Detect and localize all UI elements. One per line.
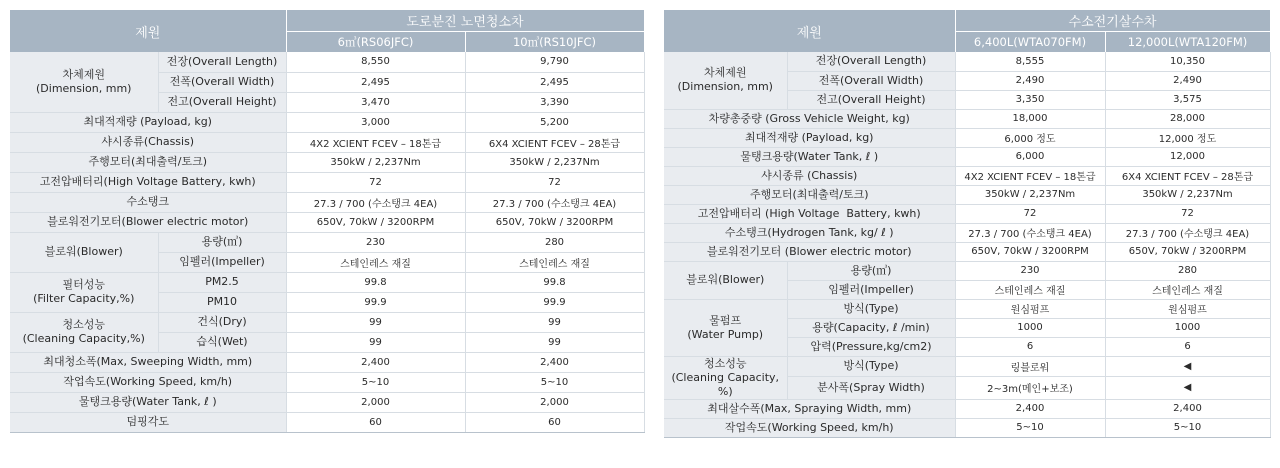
water-tank-label: 물탱크용량(Water Tank, ℓ ) — [10, 392, 286, 412]
pump-capacity-value: 1000 — [955, 318, 1105, 337]
speed-value: 5~10 — [286, 372, 465, 392]
gross-weight-label: 차량총중량 (Gross Vehicle Weight, kg) — [664, 109, 955, 128]
pump-type-value: 원심펌프 — [955, 299, 1105, 318]
cleaning-label: 청소성능 (Cleaning Capacity,%) — [10, 312, 158, 352]
blower-motor-value: 650V, 70kW / 3200RPM — [955, 242, 1105, 261]
road-sweeper-spec-table — [10, 10, 645, 433]
dimension-label: 차체제원 (Dimension, mm) — [10, 52, 158, 112]
blower-motor-label: 블로워전기모터 (Blower electric motor) — [664, 242, 955, 261]
pm25-label: PM2.5 — [158, 272, 286, 292]
speed-value: 5~10 — [955, 418, 1105, 437]
spec-header: 제원 — [664, 10, 955, 52]
pump-pressure-value: 6 — [955, 337, 1105, 356]
length-value: 8,550 — [286, 52, 465, 72]
dry-value: 99 — [286, 312, 465, 332]
model-header: 6,400L(WTA070FM) — [955, 31, 1105, 52]
pump-pressure-label: 압력(Pressure,kg/cm2) — [787, 337, 955, 356]
hydrogen-tank-label: 수소탱크(Hydrogen Tank, kg/ ℓ ) — [664, 223, 955, 242]
same-as-left-icon: ◀ — [1105, 376, 1270, 399]
length-value: 8,555 — [955, 52, 1105, 71]
motor-value: 350kW / 2,237Nm — [955, 185, 1105, 204]
pump-capacity-label: 용량(Capacity, ℓ /min) — [787, 318, 955, 337]
speed-label: 작업속도(Working Speed, km/h) — [664, 418, 955, 437]
capacity-value: 230 — [955, 261, 1105, 280]
dimension-label: 차체제원 (Dimension, mm) — [664, 52, 787, 109]
hydrogen-tank-label: 수소탱크 — [10, 192, 286, 212]
dumping-angle-value: 60 — [286, 412, 465, 432]
motor-value: 350kW / 2,237Nm — [286, 152, 465, 172]
width-value: 2,490 — [955, 71, 1105, 90]
wet-value: 99 — [465, 332, 644, 352]
pm10-label: PM10 — [158, 292, 286, 312]
speed-value: 5~10 — [465, 372, 644, 392]
pump-capacity-value: 1000 — [1105, 318, 1270, 337]
spray-max-width-value: 2,400 — [1105, 399, 1270, 418]
battery-value: 72 — [465, 172, 644, 192]
capacity-value: 230 — [286, 232, 465, 252]
hydrogen-tank-value: 27.3 / 700 (수소탱크 4EA) — [465, 192, 644, 212]
speed-value: 5~10 — [1105, 418, 1270, 437]
width-value: 2,495 — [286, 72, 465, 92]
chassis-value: 6X4 XCIENT FCEV – 28톤급 — [465, 132, 644, 152]
payload-label: 최대적재량 (Payload, kg) — [10, 112, 286, 132]
motor-label: 주행모터(최대출력/토크) — [664, 185, 955, 204]
gross-weight-value: 18,000 — [955, 109, 1105, 128]
capacity-label: 용량(㎥) — [787, 261, 955, 280]
water-pump-label: 물펌프 (Water Pump) — [664, 299, 787, 356]
pm10-value: 99.9 — [465, 292, 644, 312]
cleaning-type-label: 방식(Type) — [787, 356, 955, 376]
speed-label: 작업속도(Working Speed, km/h) — [10, 372, 286, 392]
water-sprinkler-spec-table — [664, 10, 1271, 438]
chassis-label: 샤시종류 (Chassis) — [664, 166, 955, 185]
blower-motor-value: 650V, 70kW / 3200RPM — [1105, 242, 1270, 261]
hydrogen-tank-value: 27.3 / 700 (수소탱크 4EA) — [1105, 223, 1270, 242]
spray-width-value: 2~3m(메인+보조) — [955, 376, 1105, 399]
capacity-value: 280 — [465, 232, 644, 252]
sweep-width-value: 2,400 — [286, 352, 465, 372]
dry-value: 99 — [465, 312, 644, 332]
impeller-label: 임펠러(Impeller) — [787, 280, 955, 299]
dumping-angle-label: 덤핑각도 — [10, 412, 286, 432]
height-label: 전고(Overall Height) — [787, 90, 955, 109]
impeller-value: 스테인레스 재질 — [286, 252, 465, 272]
wet-label: 습식(Wet) — [158, 332, 286, 352]
water-tank-label: 물탱크용량(Water Tank, ℓ ) — [664, 147, 955, 166]
chassis-value: 4X2 XCIENT FCEV – 18톤급 — [286, 132, 465, 152]
cleaning-label: 청소성능 (Cleaning Capacity, %) — [664, 356, 787, 399]
chassis-label: 샤시종류(Chassis) — [10, 132, 286, 152]
height-value: 3,470 — [286, 92, 465, 112]
water-tank-value: 2,000 — [286, 392, 465, 412]
length-label: 전장(Overall Length) — [158, 52, 286, 72]
battery-value: 72 — [1105, 204, 1270, 223]
gross-weight-value: 28,000 — [1105, 109, 1270, 128]
model-header: 10㎥(RS10JFC) — [465, 31, 644, 52]
water-tank-value: 2,000 — [465, 392, 644, 412]
chassis-value: 4X2 XCIENT FCEV – 18톤급 — [955, 166, 1105, 185]
spray-max-width-label: 최대살수폭(Max, Spraying Width, mm) — [664, 399, 955, 418]
battery-value: 72 — [286, 172, 465, 192]
pump-pressure-value: 6 — [1105, 337, 1270, 356]
same-as-left-icon: ◀ — [1105, 356, 1270, 376]
length-label: 전장(Overall Length) — [787, 52, 955, 71]
payload-value: 12,000 정도 — [1105, 128, 1270, 147]
sweep-width-label: 최대청소폭(Max, Sweeping Width, mm) — [10, 352, 286, 372]
blower-motor-value: 650V, 70kW / 3200RPM — [286, 212, 465, 232]
spec-header: 제원 — [10, 10, 286, 52]
filter-label: 필터성능 (Filter Capacity,%) — [10, 272, 158, 312]
impeller-value: 스테인레스 재질 — [465, 252, 644, 272]
cleaning-type-value: 링블로워 — [955, 356, 1105, 376]
impeller-value: 스테인레스 재질 — [955, 280, 1105, 299]
spray-width-label: 분사폭(Spray Width) — [787, 376, 955, 399]
blower-motor-value: 650V, 70kW / 3200RPM — [465, 212, 644, 232]
water-tank-value: 12,000 — [1105, 147, 1270, 166]
width-label: 전폭(Overall Width) — [158, 72, 286, 92]
vehicle-group-title: 수소전기살수차 — [955, 10, 1270, 31]
impeller-value: 스테인레스 재질 — [1105, 280, 1270, 299]
payload-value: 5,200 — [465, 112, 644, 132]
battery-label: 고전압배터리(High Voltage Battery, kwh) — [10, 172, 286, 192]
impeller-label: 임펠러(Impeller) — [158, 252, 286, 272]
hydrogen-tank-value: 27.3 / 700 (수소탱크 4EA) — [955, 223, 1105, 242]
sweep-width-value: 2,400 — [465, 352, 644, 372]
motor-label: 주행모터(최대출력/토크) — [10, 152, 286, 172]
pm10-value: 99.9 — [286, 292, 465, 312]
pump-type-label: 방식(Type) — [787, 299, 955, 318]
battery-value: 72 — [955, 204, 1105, 223]
blower-label: 블로워(Blower) — [10, 232, 158, 272]
model-header: 6㎥(RS06JFC) — [286, 31, 465, 52]
dry-label: 건식(Dry) — [158, 312, 286, 332]
capacity-value: 280 — [1105, 261, 1270, 280]
length-value: 10,350 — [1105, 52, 1270, 71]
blower-motor-label: 블로워전기모터(Blower electric motor) — [10, 212, 286, 232]
payload-value: 3,000 — [286, 112, 465, 132]
height-value: 3,350 — [955, 90, 1105, 109]
width-label: 전폭(Overall Width) — [787, 71, 955, 90]
vehicle-group-title: 도로분진 노면청소차 — [286, 10, 644, 31]
height-value: 3,575 — [1105, 90, 1270, 109]
blower-label: 블로워(Blower) — [664, 261, 787, 299]
payload-value: 6,000 정도 — [955, 128, 1105, 147]
dumping-angle-value: 60 — [465, 412, 644, 432]
hydrogen-tank-value: 27.3 / 700 (수소탱크 4EA) — [286, 192, 465, 212]
height-label: 전고(Overall Height) — [158, 92, 286, 112]
pm25-value: 99.8 — [465, 272, 644, 292]
pm25-value: 99.8 — [286, 272, 465, 292]
battery-label: 고전압배터리 (High Voltage Battery, kwh) — [664, 204, 955, 223]
height-value: 3,390 — [465, 92, 644, 112]
wet-value: 99 — [286, 332, 465, 352]
payload-label: 최대적재량 (Payload, kg) — [664, 128, 955, 147]
pump-type-value: 원심펌프 — [1105, 299, 1270, 318]
motor-value: 350kW / 2,237Nm — [1105, 185, 1270, 204]
spray-max-width-value: 2,400 — [955, 399, 1105, 418]
water-tank-value: 6,000 — [955, 147, 1105, 166]
motor-value: 350kW / 2,237Nm — [465, 152, 644, 172]
model-header: 12,000L(WTA120FM) — [1105, 31, 1270, 52]
width-value: 2,495 — [465, 72, 644, 92]
width-value: 2,490 — [1105, 71, 1270, 90]
chassis-value: 6X4 XCIENT FCEV – 28톤급 — [1105, 166, 1270, 185]
length-value: 9,790 — [465, 52, 644, 72]
capacity-label: 용량(㎥) — [158, 232, 286, 252]
